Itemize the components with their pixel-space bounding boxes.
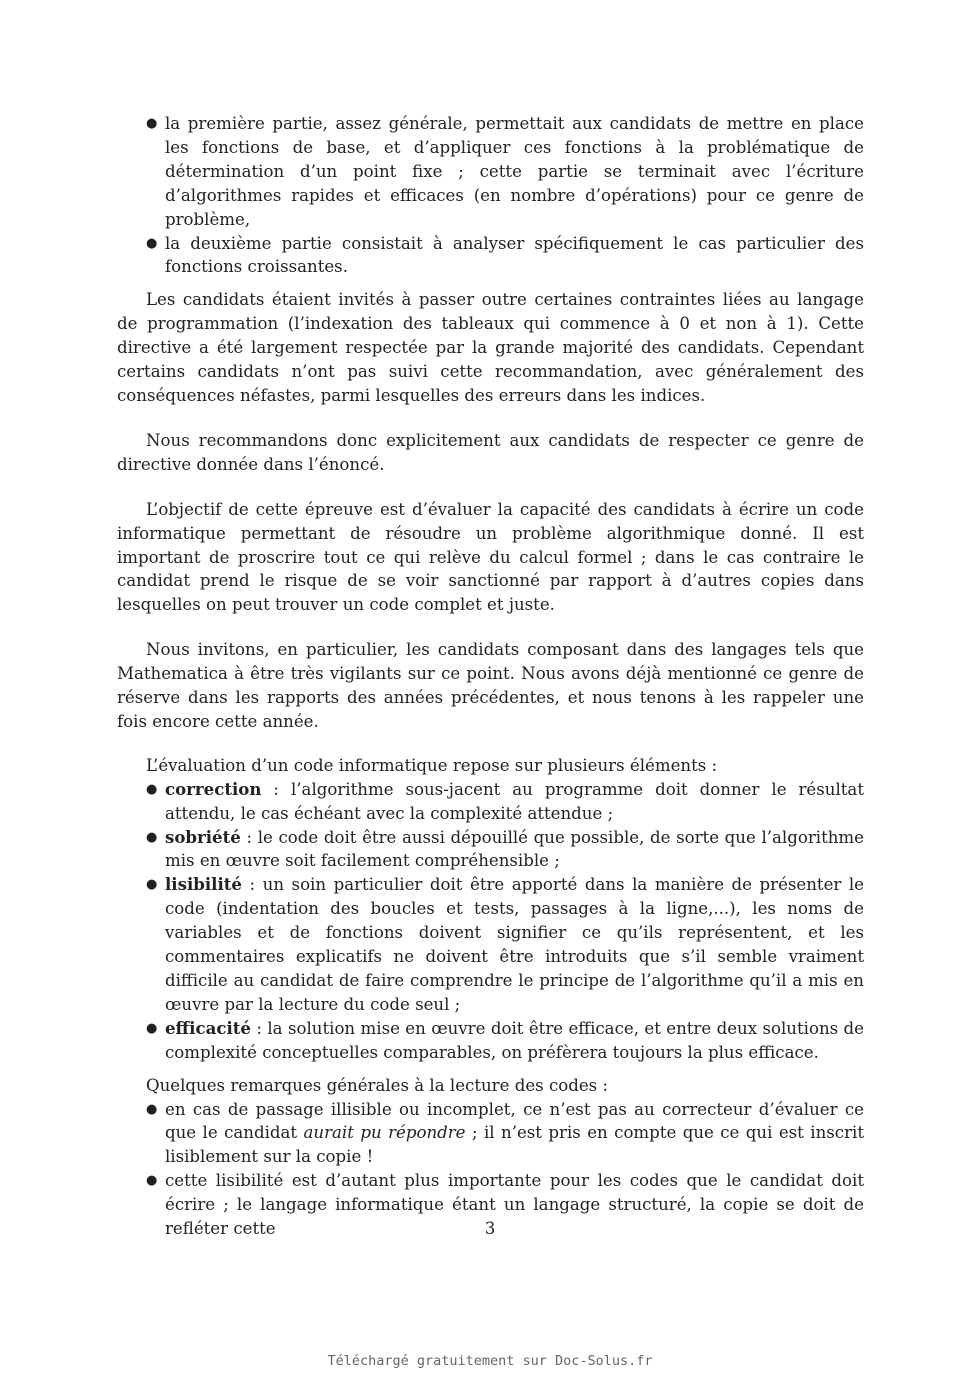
bullet-icon: ● [146, 235, 158, 251]
page-number: 3 [484, 1219, 496, 1238]
document-body [117, 112, 864, 1241]
list-item [117, 1098, 864, 1170]
evaluation-list [117, 778, 864, 1065]
bullet-icon: ● [146, 829, 158, 845]
criterion-term: correction [165, 778, 262, 799]
criterion-term: lisibilité [165, 874, 242, 895]
list-item [117, 778, 864, 826]
paragraph-constraints: Les candidats étaient invités à passer outre certaines contraintes liées au langage de programmation (l’indexation des tableaux qui commence à 0 et non à 1). Cette directive a été largement respectée par la grande majorité des candidats. Cependant certains candidats n’ont pas suivi cette recommandation, avec généralement des conséquences néfastes, parmi lesquelles des erreurs dans les indices. [117, 290, 864, 405]
criterion-text: : la solution mise en œuvre doit être efficace, et entre deux solutions de complexité conceptuelles comparables, on préfèrera toujours la plus efficace. [165, 1018, 864, 1062]
list-item-text: la deuxième partie consistait à analyser spécifiquement le cas particulier des fonctions croissantes. [165, 233, 864, 277]
evaluation-lead: L’évaluation d’un code informatique repose sur plusieurs éléments : [146, 755, 718, 775]
criterion-text: : le code doit être aussi dépouillé que possible, de sorte que l’algorithme mis en œuvre soit facilement compréhensible ; [165, 827, 864, 871]
criterion-term: efficacité [165, 1017, 251, 1038]
bullet-icon: ● [146, 116, 158, 131]
list-item [117, 112, 864, 232]
download-footer: Téléchargé gratuitement sur Doc-Solus.fr [327, 1353, 653, 1369]
remark-italic: aurait pu répondre [303, 1123, 466, 1143]
paragraph-recommendation: Nous recommandons donc explicitement aux candidats de respecter ce genre de directive donnée dans l’énoncé. [117, 430, 864, 474]
bullet-icon: ● [146, 877, 158, 893]
list-item [117, 873, 864, 1016]
remark-text-before: en cas de passage illisible ou incomplet, ce n’est pas au correcteur d’évaluer ce que le candidat [165, 1099, 864, 1143]
criterion-text: : un soin particulier doit être apporté dans la manière de présenter le code (indentation des boucles et tests, passages à la ligne,...), les noms de variables et de fonctions doivent signifier ce qu’ils représentent, et les commentaires explicatifs ne doivent être introduits que s’il semble vraiment difficile au candidat de faire comprendre le principe de l’algorithme qu’il a mis en œuvre par la lecture du code seul ; [165, 875, 864, 1014]
remark-text-after: ; il n’est pris en compte que ce qui est inscrit lisiblement sur la copie ! [165, 1123, 864, 1167]
list-item [117, 232, 864, 280]
paragraph-mathematica: Nous invitons, en particulier, les candidats composant dans des langages tels que Mathematica à être très vigilants sur ce point. Nous avons déjà mentionné ce genre de réserve dans les rapports des années précédentes, et nous tenons à les rappeler une fois encore cette année. [117, 640, 864, 731]
list-item [117, 1017, 864, 1065]
intro-list [117, 112, 864, 279]
remark-text: cette lisibilité est d’autant plus importante pour les codes que le candidat doit écrire ; le langage informatique étant un langage structuré, la copie se doit de refléter cette [165, 1171, 864, 1239]
criterion-text: : l’algorithme sous-jacent au programme doit donner le résultat attendu, le cas échéant avec la complexité attendue ; [165, 779, 864, 823]
remarks-lead: Quelques remarques générales à la lecture des codes : [146, 1075, 609, 1095]
bullet-icon: ● [146, 781, 158, 797]
bullet-icon: ● [146, 1173, 158, 1189]
paragraph-objective: L’objectif de cette épreuve est d’évaluer la capacité des candidats à écrire un code informatique permettant de résoudre un problème algorithmique donné. Il est important de proscrire tout ce qui relève du calcul formel ; dans le cas contraire le candidat prend le risque de se voir sanctionné par rapport à d’autres copies dans lesquelles on peut trouver un code complet et juste. [117, 499, 864, 615]
list-item-text: la première partie, assez générale, permettait aux candidats de mettre en place les fonctions de base, et d’appliquer ces fonctions à la problématique de détermination d’un point fixe ; cette partie se terminait avec l’écriture d’algorithmes rapides et efficaces (en nombre d’opérations) pour ce genre de problème, [165, 114, 864, 229]
list-item [117, 826, 864, 874]
criterion-term: sobriété [165, 826, 241, 847]
bullet-icon: ● [146, 1101, 158, 1117]
bullet-icon: ● [146, 1020, 158, 1036]
